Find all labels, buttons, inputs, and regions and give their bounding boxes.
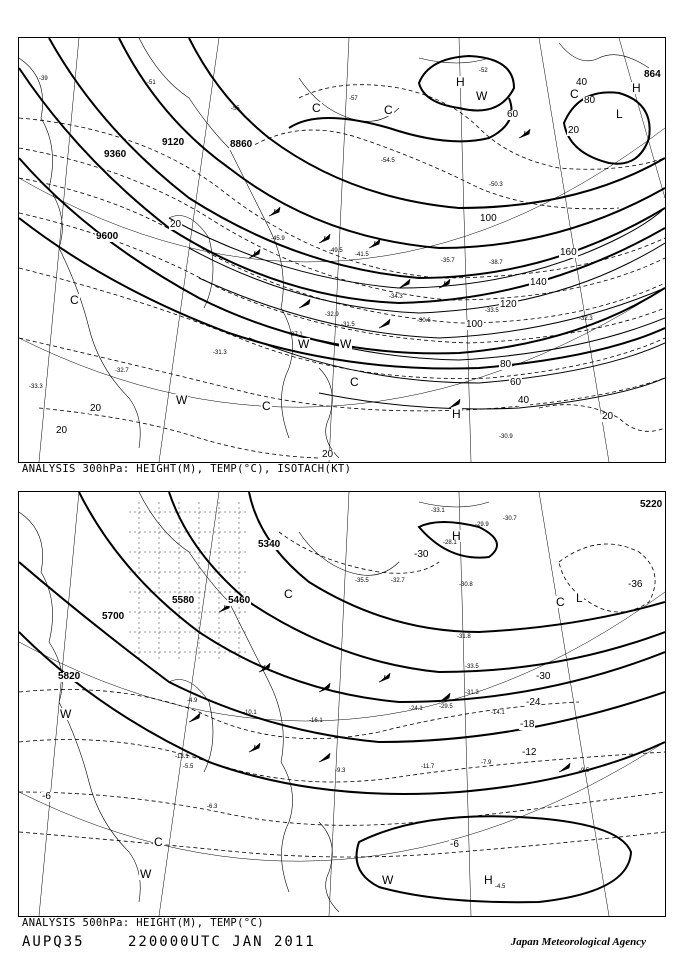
station-value: -33.5 — [485, 308, 499, 314]
height-label-5700: 5700 — [102, 611, 125, 622]
station-value: -6.3 — [207, 804, 218, 810]
station-value: -32.3 — [579, 316, 593, 322]
isotach-label: 100 — [480, 213, 497, 224]
station-value: -9.5 — [579, 768, 590, 774]
isotherm-label: -6 — [42, 791, 51, 802]
isotherm-label: -30 — [414, 549, 429, 560]
isotherm-label: -12 — [522, 747, 537, 758]
station-value: -49.5 — [329, 248, 343, 254]
station-value: -31.3 — [465, 690, 479, 696]
station-value: -33.5 — [465, 664, 479, 670]
station-value: -32.7 — [115, 368, 129, 374]
height-label-8860: 8860 — [230, 139, 253, 150]
warm-center-marker: W — [340, 337, 352, 351]
station-value: -13.1 — [175, 754, 189, 760]
isotach-label: 40 — [518, 395, 530, 406]
map-500hpa — [18, 491, 666, 917]
station-value: -52 — [479, 68, 488, 74]
warm-center-marker: W — [176, 393, 188, 407]
station-value: -51 — [147, 80, 156, 86]
station-value: -30.7 — [503, 516, 517, 522]
valid-time: 220000UTC JAN 2011 — [128, 934, 316, 950]
station-value: -45.9 — [271, 236, 285, 242]
height-label-5580: 5580 — [172, 595, 195, 606]
station-value: -30.6 — [417, 318, 431, 324]
station-value: -32.9 — [325, 312, 339, 318]
height-label-5460: 5460 — [228, 595, 251, 606]
cold-center-marker: C — [312, 101, 321, 115]
isotach-label: 60 — [510, 377, 522, 388]
height-label-9120: 9120 — [162, 137, 185, 148]
high-pressure-marker: H — [484, 873, 493, 887]
cold-center-marker: C — [384, 103, 393, 117]
station-value: -9.3 — [335, 768, 346, 774]
height-label-9360: 9360 — [104, 149, 127, 160]
product-code: AUPQ35 — [22, 934, 85, 950]
station-value: -24.1 — [409, 706, 423, 712]
station-value: -38.7 — [489, 260, 503, 266]
cold-center-marker: C — [70, 293, 79, 307]
station-value: -29.5 — [439, 704, 453, 710]
station-value: -7.9 — [481, 760, 492, 766]
station-value: -54.5 — [381, 158, 395, 164]
isotherms-dashed — [19, 529, 665, 857]
height-label-5340: 5340 — [258, 539, 281, 550]
isotach-label: 80 — [500, 359, 512, 370]
isotach-label: 100 — [466, 319, 483, 330]
station-value: -10.1 — [243, 710, 257, 716]
station-value: -4.9 — [187, 698, 198, 704]
station-value: -16.1 — [309, 718, 323, 724]
map-300hpa — [18, 37, 666, 463]
cold-center-marker: C — [154, 835, 163, 849]
high-pressure-marker: H — [452, 529, 461, 543]
station-value: -31.3 — [213, 350, 227, 356]
station-value: -5.5 — [183, 764, 194, 770]
hatched-region — [129, 502, 249, 662]
map-500hpa-chart — [19, 492, 665, 916]
station-value: -57 — [349, 96, 358, 102]
cold-center-marker: C — [556, 595, 565, 609]
isotach-label: 60 — [507, 109, 519, 120]
isotach-label: 20 — [322, 449, 334, 460]
isotherm-label: -18 — [520, 719, 535, 730]
station-value: -31.8 — [457, 634, 471, 640]
station-value: -37.1 — [289, 332, 303, 338]
station-value: -32.7 — [391, 578, 405, 584]
warm-center-marker: W — [60, 707, 72, 721]
warm-center-marker: W — [382, 873, 394, 887]
graticule — [19, 492, 665, 916]
height-label-9600: 9600 — [96, 231, 119, 242]
isotachs — [169, 208, 665, 409]
height-contours — [19, 492, 665, 902]
high-pressure-marker: H — [456, 75, 465, 89]
height-label-864: 864 — [644, 69, 661, 80]
isotach-label: 20 — [170, 219, 182, 230]
isotach-label: 160 — [560, 247, 577, 258]
lower-panel-caption: ANALYSIS 500hPa: HEIGHT(M), TEMP(°C) — [22, 917, 264, 929]
isotherm-label: -24 — [526, 697, 541, 708]
station-value: -33.1 — [431, 508, 445, 514]
station-value: -33.3 — [29, 384, 43, 390]
cold-center-marker: C — [262, 399, 271, 413]
wind-barbs — [189, 603, 570, 772]
station-value: -39 — [39, 76, 48, 82]
station-value: -35.5 — [355, 578, 369, 584]
warm-center-marker: W — [298, 337, 310, 351]
warm-center-marker: W — [476, 89, 488, 103]
isotach-label: 20 — [568, 125, 580, 136]
station-value: -11.7 — [421, 764, 435, 770]
warm-center-marker: W — [140, 867, 152, 881]
isotherm-label: -6 — [450, 839, 459, 850]
cold-center-marker: C — [570, 87, 579, 101]
station-value: -30.8 — [459, 582, 473, 588]
high-pressure-marker: H — [452, 407, 461, 421]
station-value: -14.1 — [491, 710, 505, 716]
station-value: -4.5 — [495, 884, 506, 890]
isotherm-label: -30 — [536, 671, 551, 682]
station-value: -29.9 — [475, 522, 489, 528]
station-value: -55 — [231, 106, 240, 112]
station-value: -41.5 — [355, 252, 369, 258]
high-pressure-marker: H — [632, 81, 641, 95]
isotach-label: 20 — [602, 411, 614, 422]
isotach-label: 120 — [500, 299, 517, 310]
isotach-label: 20 — [56, 425, 68, 436]
isotherm-label: -36 — [628, 579, 643, 590]
station-value: -50.3 — [489, 182, 503, 188]
isotach-label: 140 — [530, 277, 547, 288]
station-value: -28.1 — [443, 540, 457, 546]
isotach-label: 80 — [584, 95, 596, 106]
cold-center-marker: C — [350, 375, 359, 389]
station-value: -31.5 — [341, 322, 355, 328]
height-label-5820: 5820 — [58, 671, 81, 682]
isotach-label: 40 — [576, 77, 588, 88]
isotach-label: 20 — [90, 403, 102, 414]
low-pressure-marker: L — [576, 591, 583, 605]
station-value: -35.7 — [441, 258, 455, 264]
agency-name: Japan Meteorological Agency — [510, 936, 646, 948]
station-value: -30.9 — [499, 434, 513, 440]
cold-center-marker: C — [284, 587, 293, 601]
height-label-5220: 5220 — [640, 499, 663, 510]
low-pressure-marker: L — [616, 107, 623, 121]
station-value: -34.3 — [389, 294, 403, 300]
upper-panel-caption: ANALYSIS 300hPa: HEIGHT(M), TEMP(°C), ISOTACH(KT) — [22, 463, 352, 475]
